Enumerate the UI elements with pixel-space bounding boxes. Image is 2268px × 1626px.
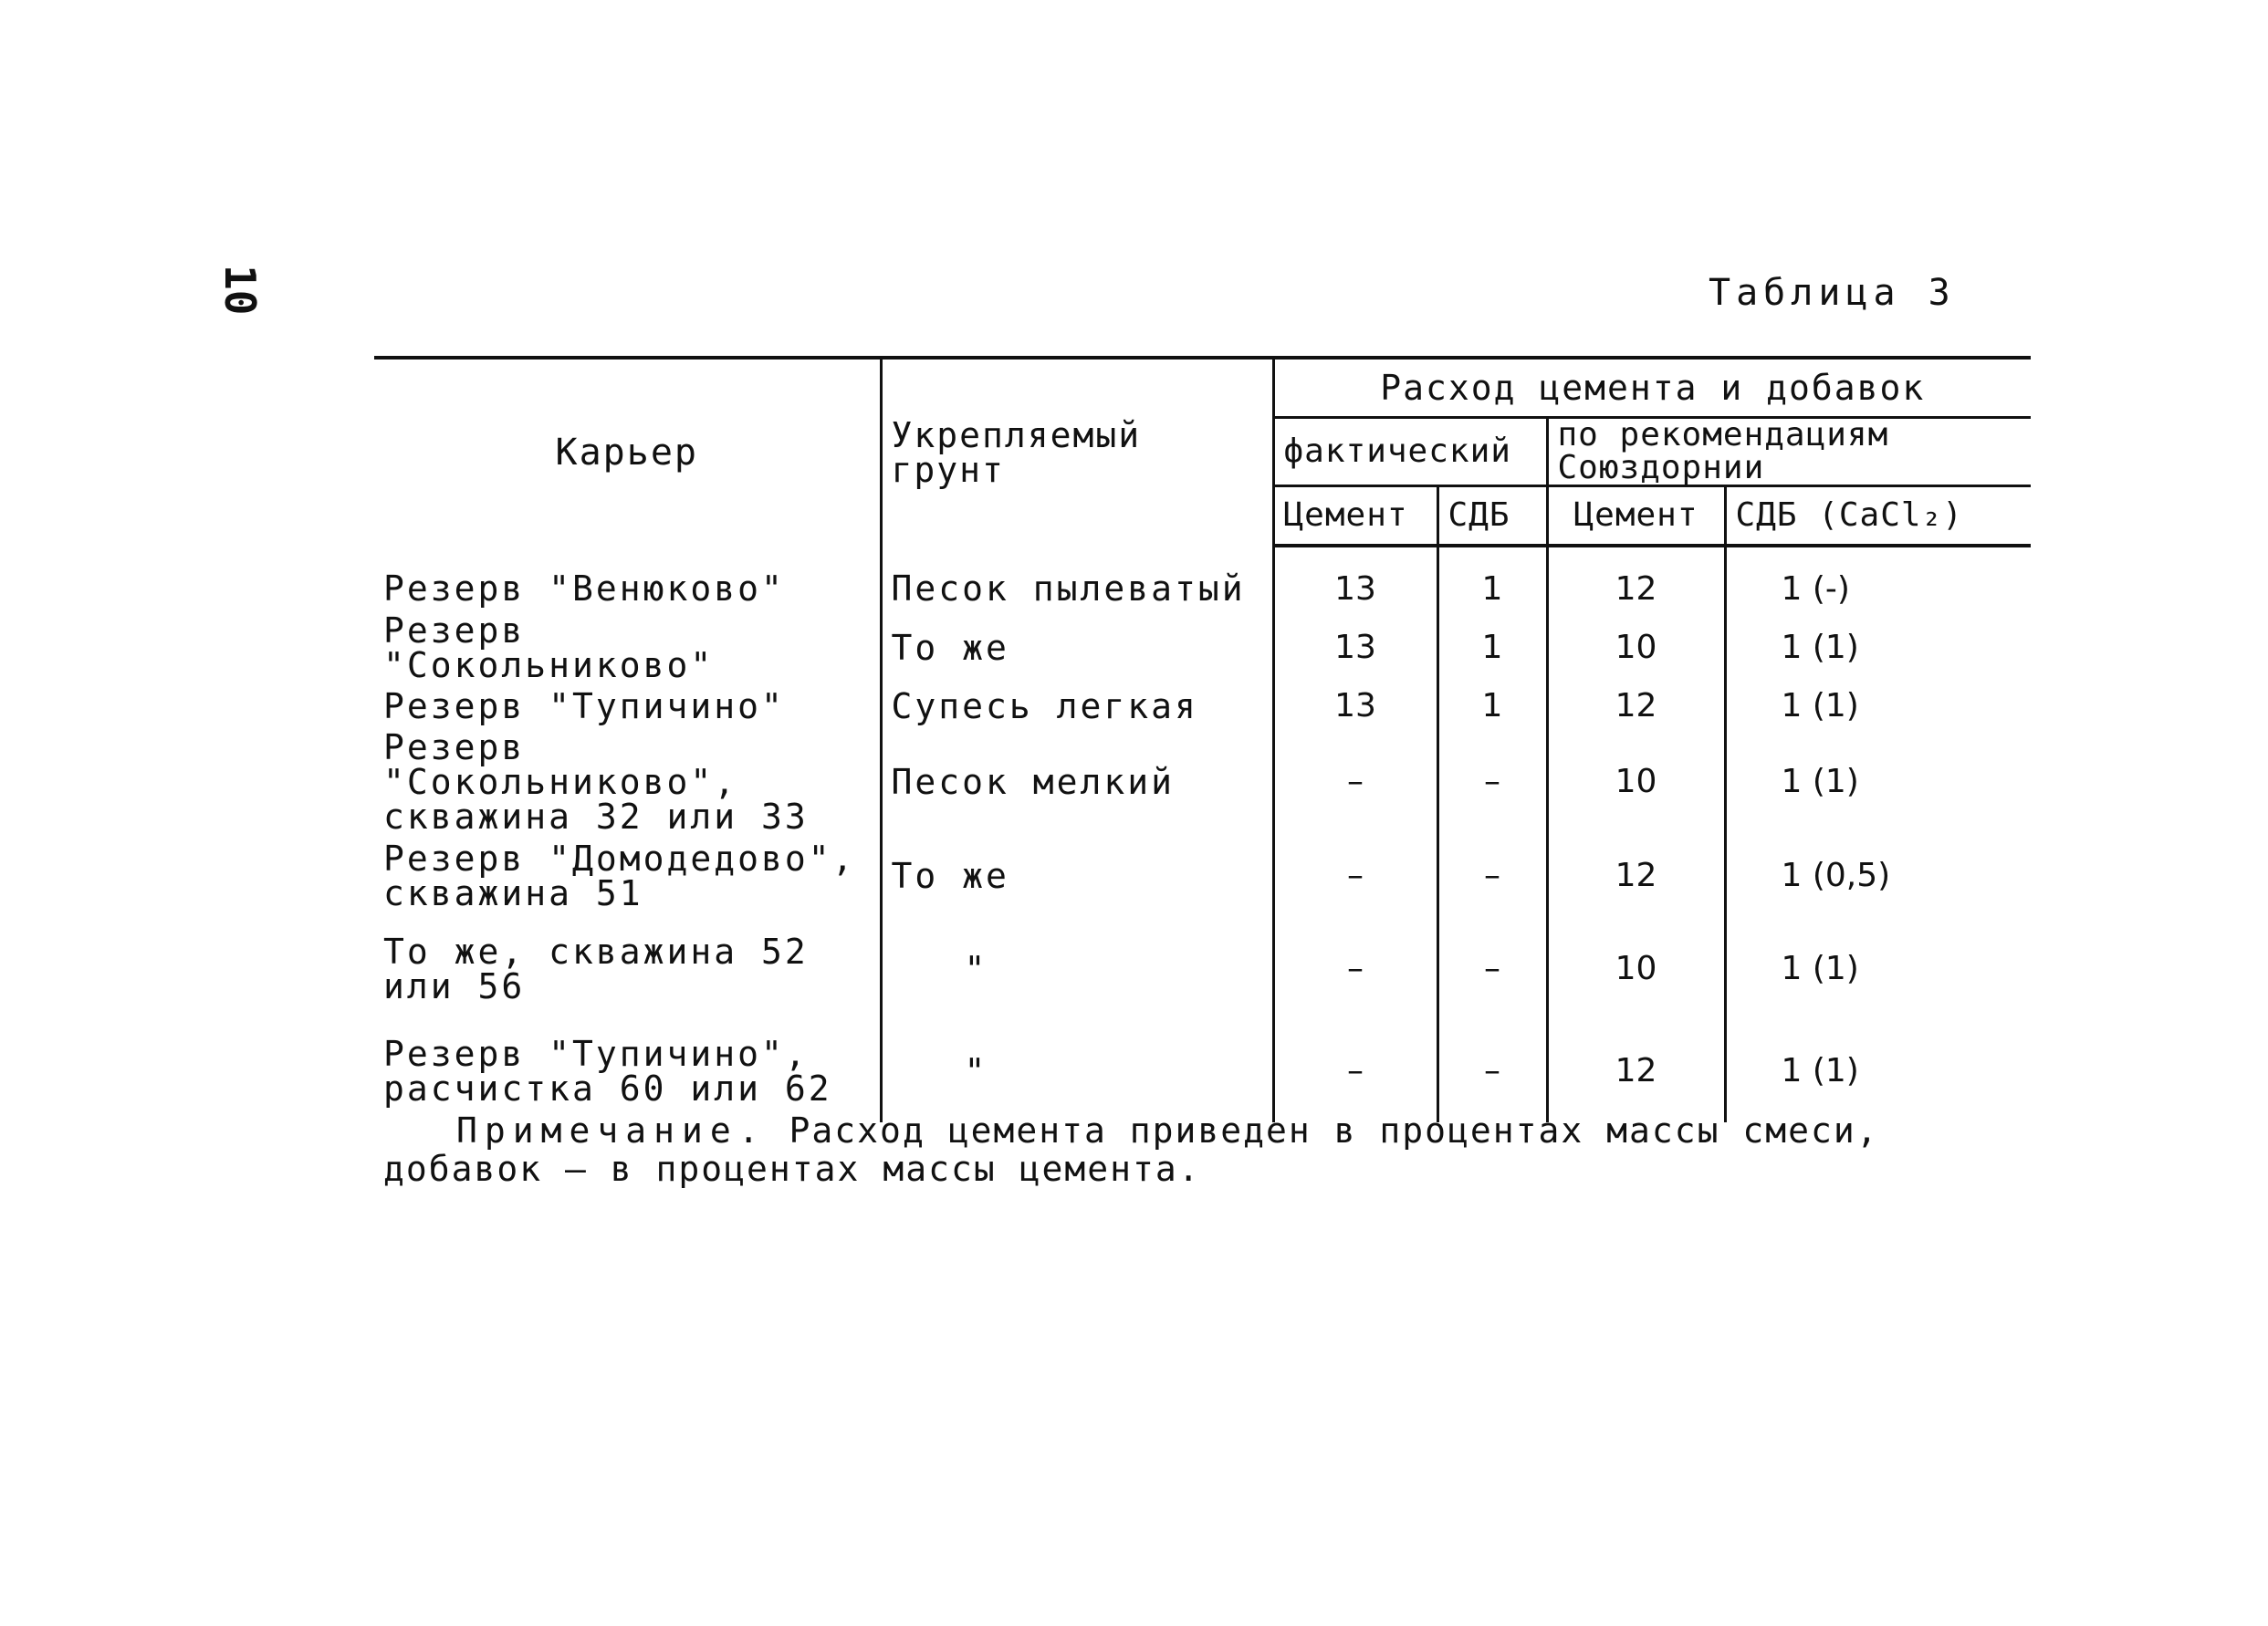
cell-quarry: Резерв "Венюково" <box>383 568 785 609</box>
header-cement-recommended: Цемент <box>1547 486 1725 547</box>
cell-actual-sdb: 1 <box>1437 613 1547 683</box>
table-caption: Таблица 3 <box>1709 272 1956 314</box>
cell-actual-sdb: 1 <box>1437 683 1547 730</box>
table-row <box>374 546 2031 613</box>
cell-recommended-sdb: 1 (1) <box>1725 730 2031 834</box>
cell-recommended-cement: 10 <box>1547 730 1725 834</box>
cell-actual-sdb: – <box>1437 1020 1547 1122</box>
header-soil: Укрепляемый грунт <box>881 358 1273 546</box>
cell-recommended-sdb: 1 (1) <box>1725 613 2031 683</box>
cell-recommended-cement: 12 <box>1547 683 1725 730</box>
cell-actual-sdb: – <box>1437 918 1547 1020</box>
cell-quarry <box>374 1020 881 1122</box>
page-number: 10 <box>215 265 265 316</box>
cell-actual-cement: – <box>1273 834 1437 918</box>
quarry-line-2: скважина 51 <box>383 873 643 913</box>
table-row <box>374 613 2031 683</box>
table-row <box>374 918 2031 1020</box>
note-text: Расход цемента приведен в процентах массы смеси, добавок – в процентах массы цемента. <box>383 1110 1879 1189</box>
cell-soil-ditto: " <box>881 918 1273 1020</box>
cell-quarry: Резерв "Сокольниково" <box>383 610 715 685</box>
cell-soil: То же <box>881 834 1273 918</box>
cell-recommended-cement: 12 <box>1547 1020 1725 1122</box>
cell-actual-cement: 13 <box>1273 613 1437 683</box>
cell-actual-cement: – <box>1273 730 1437 834</box>
cell-actual-cement: – <box>1273 1020 1437 1122</box>
cell-recommended-sdb: 1 (0,5) <box>1725 834 2031 918</box>
cell-recommended-cement: 10 <box>1547 613 1725 683</box>
header-cement-actual: Цемент <box>1273 486 1437 547</box>
cell-actual-cement: 13 <box>1273 546 1437 613</box>
cell-soil: Песок пылеватый <box>881 546 1273 613</box>
cell-soil: То же <box>881 613 1273 683</box>
quarry-line-2: скважина 32 или 33 <box>383 797 809 837</box>
cell-actual-cement: – <box>1273 918 1437 1020</box>
table-row <box>374 730 2031 834</box>
cell-recommended-sdb: 1 (1) <box>1725 683 2031 730</box>
table-row <box>374 1020 2031 1122</box>
cell-recommended-sdb: 1 (1) <box>1725 1020 2031 1122</box>
cell-actual-sdb: – <box>1437 834 1547 918</box>
header-sdb-actual: СДБ <box>1437 486 1547 547</box>
cell-recommended-cement: 12 <box>1547 834 1725 918</box>
header-consumption: Расход цемента и добавок <box>1273 358 2031 418</box>
cell-recommended-cement: 12 <box>1547 546 1725 613</box>
cell-actual-cement: 13 <box>1273 683 1437 730</box>
header-actual: фактический <box>1273 418 1547 486</box>
quarry-line-1: Резерв "Тупичино", <box>383 1034 809 1074</box>
cell-quarry <box>374 918 881 1020</box>
cell-soil: Супесь легкая <box>881 683 1273 730</box>
header-recommended: по рекомендациям Союздорнии <box>1547 418 2031 486</box>
cell-actual-sdb: 1 <box>1437 546 1547 613</box>
cell-quarry <box>374 834 881 918</box>
quarry-line-1: Резерв "Домодедово", <box>383 839 856 879</box>
note-label: Примечание. <box>456 1110 767 1151</box>
cell-recommended-sdb: 1 (1) <box>1725 918 2031 1020</box>
table-row <box>374 683 2031 730</box>
header-sdb-cacl2-recommended: СДБ (CaCl₂) <box>1725 486 2031 547</box>
quarry-line-2: расчистка 60 или 62 <box>383 1068 832 1109</box>
table-row <box>374 834 2031 918</box>
quarry-line-2: или 56 <box>383 966 526 1006</box>
quarry-line-1: То же, скважина 52 <box>383 932 809 972</box>
cell-recommended-cement: 10 <box>1547 918 1725 1020</box>
cell-soil-ditto: " <box>881 1020 1273 1122</box>
cell-recommended-sdb: 1 (-) <box>1725 546 2031 613</box>
table-note <box>383 1111 2026 1188</box>
quarry-line-1: Резерв "Сокольниково", <box>383 727 738 802</box>
cell-quarry <box>374 727 881 837</box>
header-quarry: Карьер <box>374 358 881 546</box>
cell-soil: Песок мелкий <box>881 730 1273 834</box>
cell-quarry: Резерв "Тупичино" <box>383 686 785 726</box>
cell-actual-sdb: – <box>1437 730 1547 834</box>
data-table <box>374 356 2031 1122</box>
